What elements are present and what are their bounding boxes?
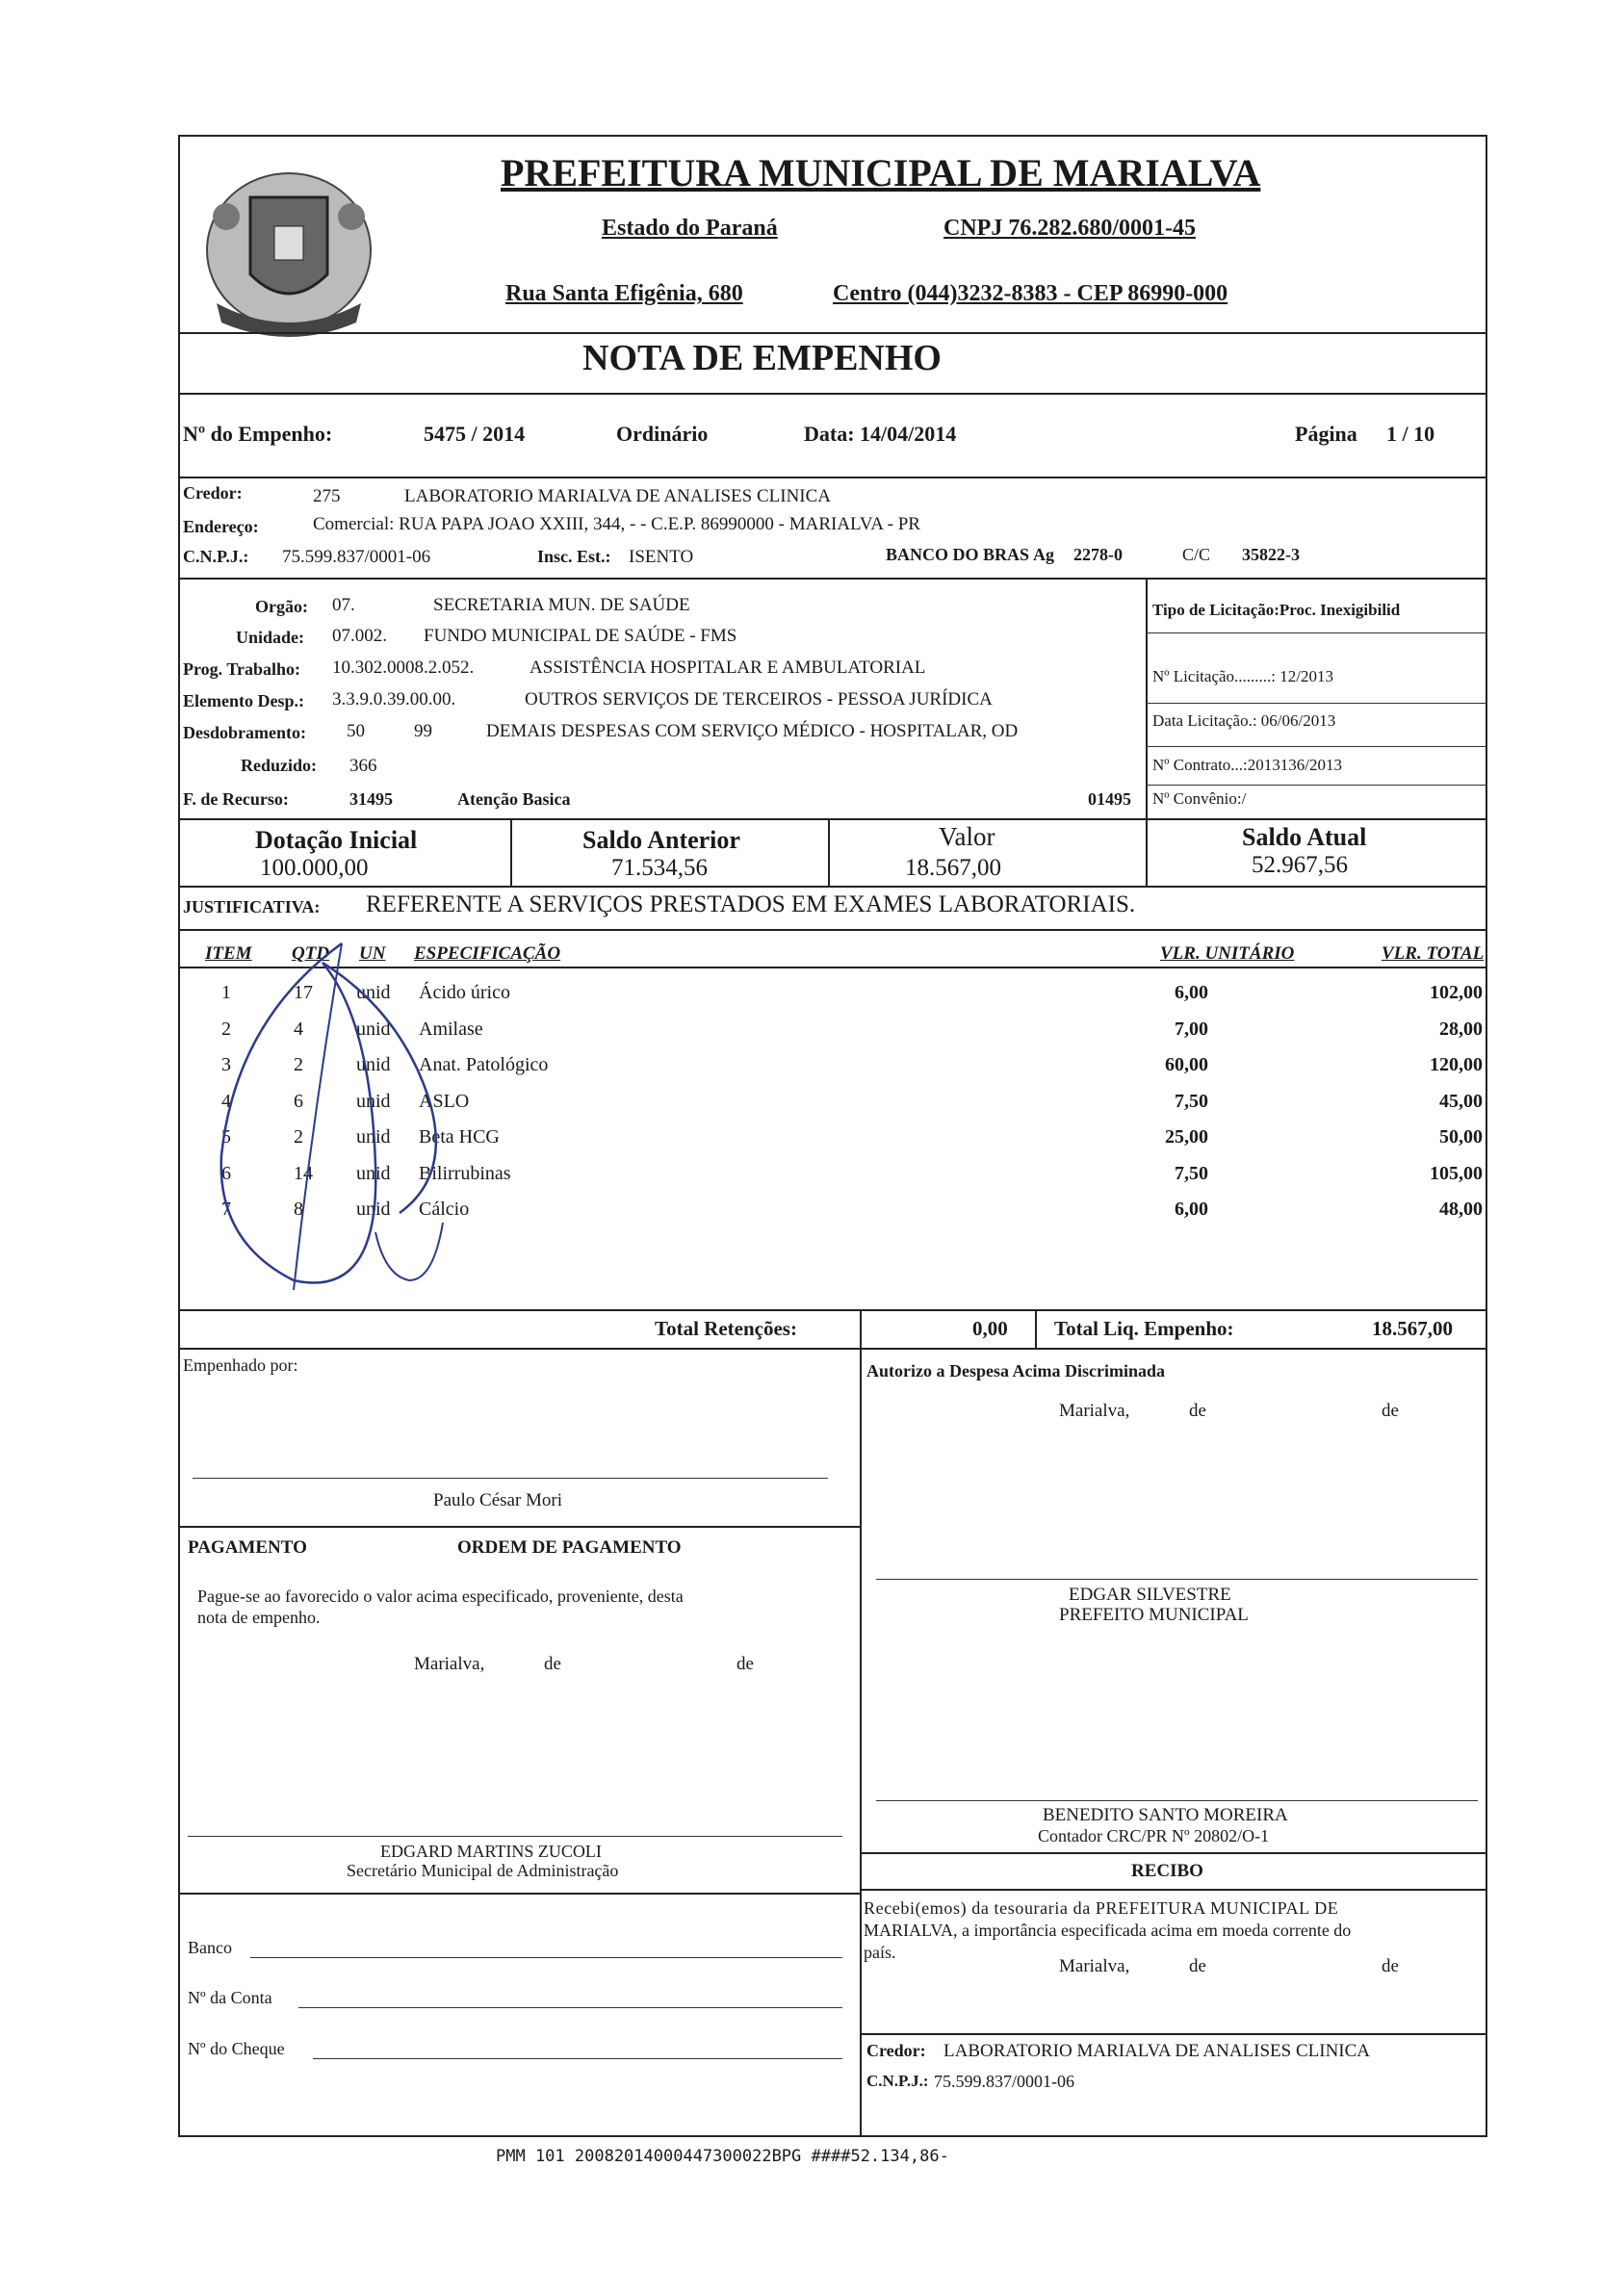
item-number: 3 [221, 1054, 231, 1075]
item-unit-price: 6,00 [1175, 982, 1208, 1003]
item-total: 120,00 [1430, 1054, 1483, 1075]
address-label: Centro (044)3232-8383 - CEP 86990-000 [833, 281, 1228, 306]
dotacao-inicial-value: 100.000,00 [260, 855, 369, 881]
item-description: Anat. Patológico [419, 1054, 549, 1075]
orgao-label: Orgão: [255, 597, 308, 616]
pague-text-1: Pague-se ao favorecido o valor acima especificado, proveniente, desta [197, 1587, 684, 1606]
item-description: Amilase [419, 1018, 483, 1040]
fonte-code2: 01495 [1088, 789, 1131, 809]
licitacao-numero: Nº Licitação.........: 12/2013 [1152, 667, 1333, 685]
final-cnpj-label: C.N.P.J.: [866, 2072, 929, 2090]
item-number: 5 [221, 1126, 231, 1148]
recibo-title: RECIBO [1131, 1861, 1203, 1881]
item-total: 50,00 [1439, 1126, 1483, 1148]
item-qty: 17 [294, 982, 313, 1003]
address-field-label: Endereço: [183, 517, 259, 536]
reduzido-label: Reduzido: [241, 756, 318, 775]
item-total: 102,00 [1430, 982, 1483, 1003]
agency-value: 2278-0 [1073, 545, 1123, 564]
contador-name: BENEDITO SANTO MOREIRA [1043, 1805, 1288, 1825]
page-label: Página [1295, 422, 1357, 446]
fonte-name: Atenção Basica [457, 789, 571, 809]
credor-cnpj: 75.599.837/0001-06 [282, 547, 431, 567]
item-qty: 2 [294, 1054, 303, 1075]
item-description: Beta HCG [419, 1126, 500, 1148]
elemento-code: 3.3.9.0.39.00.00. [332, 689, 456, 709]
agency-label: Ag [1033, 545, 1054, 564]
recibo-de2: de [1382, 1956, 1399, 1976]
cc-label: C/C [1182, 545, 1211, 564]
cnpj-label: CNPJ 76.282.680/0001-45 [943, 216, 1196, 241]
autorizo-city: Marialva, [1059, 1401, 1130, 1421]
item-unit: unid [356, 1162, 391, 1184]
credor-address: Comercial: RUA PAPA JOAO XXIII, 344, - - C.E.P. 86990000 - MARIALVA - PR [313, 514, 920, 534]
prefeito-title: PREFEITO MUNICIPAL [1059, 1605, 1249, 1625]
justificativa-label: JUSTIFICATIVA: [183, 897, 321, 916]
saldo-atual-value: 52.967,56 [1252, 852, 1348, 878]
final-credor-name: LABORATORIO MARIALVA DE ANALISES CLINICA [943, 2041, 1371, 2061]
final-cnpj-value: 75.599.837/0001-06 [934, 2072, 1074, 2091]
unidade-label: Unidade: [236, 628, 305, 647]
item-unit-price: 6,00 [1175, 1199, 1208, 1220]
recibo-text-3: país. [864, 1943, 896, 1962]
item-unit-price: 60,00 [1165, 1054, 1208, 1075]
recibo-de1: de [1189, 1956, 1206, 1976]
item-unit: unid [356, 1090, 391, 1112]
bank-name: BANCO DO BRAS [886, 545, 1030, 564]
dotacao-inicial-label: Dotação Inicial [255, 826, 418, 854]
col-especificacao: ESPECIFICAÇÃO [414, 943, 561, 964]
item-qty: 2 [294, 1126, 303, 1148]
justificativa-text: REFERENTE A SERVIÇOS PRESTADOS EM EXAMES LABORATORIAIS. [366, 891, 1136, 917]
item-description: Cálcio [419, 1199, 470, 1220]
contrato-numero: Nº Contrato...:2013136/2013 [1152, 756, 1342, 774]
elemento-label: Elemento Desp.: [183, 691, 304, 710]
handwritten-signature [178, 924, 659, 1309]
licitacao-tipo: Tipo de Licitação:Proc. Inexigibilid [1152, 601, 1401, 619]
desdobramento-name: DEMAIS DESPESAS COM SERVIÇO MÉDICO - HOSPITALAR, OD [486, 721, 1019, 741]
contador-title: Contador CRC/PR Nº 20802/O-1 [1038, 1826, 1270, 1845]
page-title: PREFEITURA MUNICIPAL DE MARIALVA [501, 151, 1261, 194]
item-number: 7 [221, 1199, 231, 1220]
item-unit: unid [356, 982, 391, 1003]
fonte-label: F. de Recurso: [183, 789, 289, 809]
orgao-code: 07. [332, 595, 355, 615]
recibo-text-2: MARIALVA, a importância especificada acima em moeda corrente do [864, 1921, 1352, 1940]
secretario-name: EDGARD MARTINS ZUCOLI [380, 1842, 602, 1861]
item-unit: unid [356, 1018, 391, 1040]
col-un: UN [359, 943, 386, 964]
cc-value: 35822-3 [1242, 545, 1300, 564]
valor-label: Valor [939, 822, 995, 851]
elemento-name: OUTROS SERVIÇOS DE TERCEIROS - PESSOA JURÍDICA [525, 689, 993, 709]
item-qty: 6 [294, 1090, 303, 1112]
desdobramento-label: Desdobramento: [183, 723, 306, 742]
pagamento-de2: de [736, 1654, 754, 1674]
item-number: 1 [221, 982, 231, 1003]
credor-name: LABORATORIO MARIALVA DE ANALISES CLINICA [404, 486, 832, 506]
code-line: PMM 101 20082014000447300022BPG ####52.134,86- [496, 2147, 949, 2166]
pagamento-de1: de [544, 1654, 561, 1674]
col-vlr-unitario: VLR. UNITÁRIO [1160, 943, 1295, 964]
pague-text-2: nota de empenho. [197, 1608, 321, 1627]
retencoes-label: Total Retenções: [655, 1317, 797, 1340]
autorizo-de1: de [1189, 1401, 1206, 1421]
pagamento-city: Marialva, [414, 1654, 485, 1674]
item-unit-price: 7,50 [1175, 1090, 1208, 1112]
item-unit-price: 25,00 [1165, 1126, 1208, 1148]
item-qty: 4 [294, 1018, 303, 1040]
item-qty: 8 [294, 1199, 303, 1220]
prefeito-name: EDGAR SILVESTRE [1069, 1585, 1231, 1605]
state-label: Estado do Paraná [602, 216, 778, 241]
signer-name: Paulo César Mori [433, 1490, 563, 1510]
ordem-pagamento-label: ORDEM DE PAGAMENTO [457, 1537, 682, 1558]
item-unit: unid [356, 1054, 391, 1075]
street-label: Rua Santa Efigênia, 680 [505, 281, 743, 306]
cnpj-field-label: C.N.P.J.: [183, 547, 249, 566]
autorizo-label: Autorizo a Despesa Acima Discriminada [866, 1361, 1165, 1380]
unidade-name: FUNDO MUNICIPAL DE SAÚDE - FMS [424, 626, 737, 646]
item-total: 105,00 [1430, 1162, 1483, 1184]
item-unit-price: 7,50 [1175, 1162, 1208, 1184]
item-qty: 14 [294, 1162, 313, 1184]
unidade-code: 07.002. [332, 626, 387, 646]
item-number: 6 [221, 1162, 231, 1184]
banco-label: Banco [188, 1938, 232, 1957]
retencoes-value: 0,00 [972, 1317, 1008, 1340]
autorizo-de2: de [1382, 1401, 1399, 1421]
item-total: 45,00 [1439, 1090, 1483, 1112]
fonte-code: 31495 [349, 789, 393, 809]
final-credor-label: Credor: [866, 2041, 926, 2060]
empenho-label: Nº do Empenho: [183, 422, 333, 446]
saldo-anterior-value: 71.534,56 [611, 855, 708, 881]
recibo-city: Marialva, [1059, 1956, 1130, 1976]
convenio-numero: Nº Convênio:/ [1152, 789, 1247, 808]
document [178, 135, 1487, 2137]
saldo-anterior-label: Saldo Anterior [582, 826, 740, 854]
item-unit: unid [356, 1199, 391, 1220]
item-unit: unid [356, 1126, 391, 1148]
secretario-title: Secretário Municipal de Administração [347, 1861, 619, 1880]
saldo-atual-label: Saldo Atual [1242, 823, 1367, 851]
document-title: NOTA DE EMPENHO [582, 338, 942, 378]
desdobramento-code: 50 [347, 721, 365, 741]
insc-label: Insc. Est.: [537, 547, 611, 566]
col-item: ITEM [205, 943, 252, 964]
empenho-number: 5475 / 2014 [424, 422, 526, 446]
item-description: Ácido úrico [419, 982, 510, 1003]
pagamento-label: PAGAMENTO [188, 1537, 307, 1558]
item-total: 48,00 [1439, 1199, 1483, 1220]
reduzido-value: 366 [349, 756, 377, 776]
item-number: 2 [221, 1018, 231, 1040]
recibo-text-1: Recebi(emos) da tesouraria da PREFEITURA MUNICIPAL DE [864, 1898, 1339, 1918]
prog-code: 10.302.0008.2.052. [332, 658, 475, 678]
prog-label: Prog. Trabalho: [183, 659, 301, 679]
empenho-date: Data: 14/04/2014 [804, 422, 957, 446]
empenho-kind: Ordinário [616, 422, 709, 446]
liq-label: Total Liq. Empenho: [1054, 1317, 1234, 1340]
prog-name: ASSISTÊNCIA HOSPITALAR E AMBULATORIAL [530, 658, 926, 678]
credor-code: 275 [313, 486, 341, 506]
licitacao-data: Data Licitação.: 06/06/2013 [1152, 711, 1336, 730]
item-description: ASLO [419, 1090, 470, 1112]
col-qtd: QTD [292, 943, 330, 964]
conta-label: Nº da Conta [188, 1988, 272, 2007]
credor-label: Credor: [183, 483, 243, 503]
col-vlr-total: VLR. TOTAL [1382, 943, 1485, 964]
desdobramento-code2: 99 [414, 721, 432, 741]
item-unit-price: 7,00 [1175, 1018, 1208, 1040]
empenhado-label: Empenhado por: [183, 1355, 298, 1375]
item-total: 28,00 [1439, 1018, 1483, 1040]
page-value: 1 / 10 [1386, 422, 1435, 446]
liq-value: 18.567,00 [1372, 1317, 1453, 1340]
cheque-label: Nº do Cheque [188, 2039, 285, 2058]
insc-value: ISENTO [629, 547, 694, 567]
item-description: Bilirrubinas [419, 1162, 511, 1184]
valor-value: 18.567,00 [905, 855, 1001, 881]
orgao-name: SECRETARIA MUN. DE SAÚDE [433, 595, 690, 615]
item-number: 4 [221, 1090, 231, 1112]
